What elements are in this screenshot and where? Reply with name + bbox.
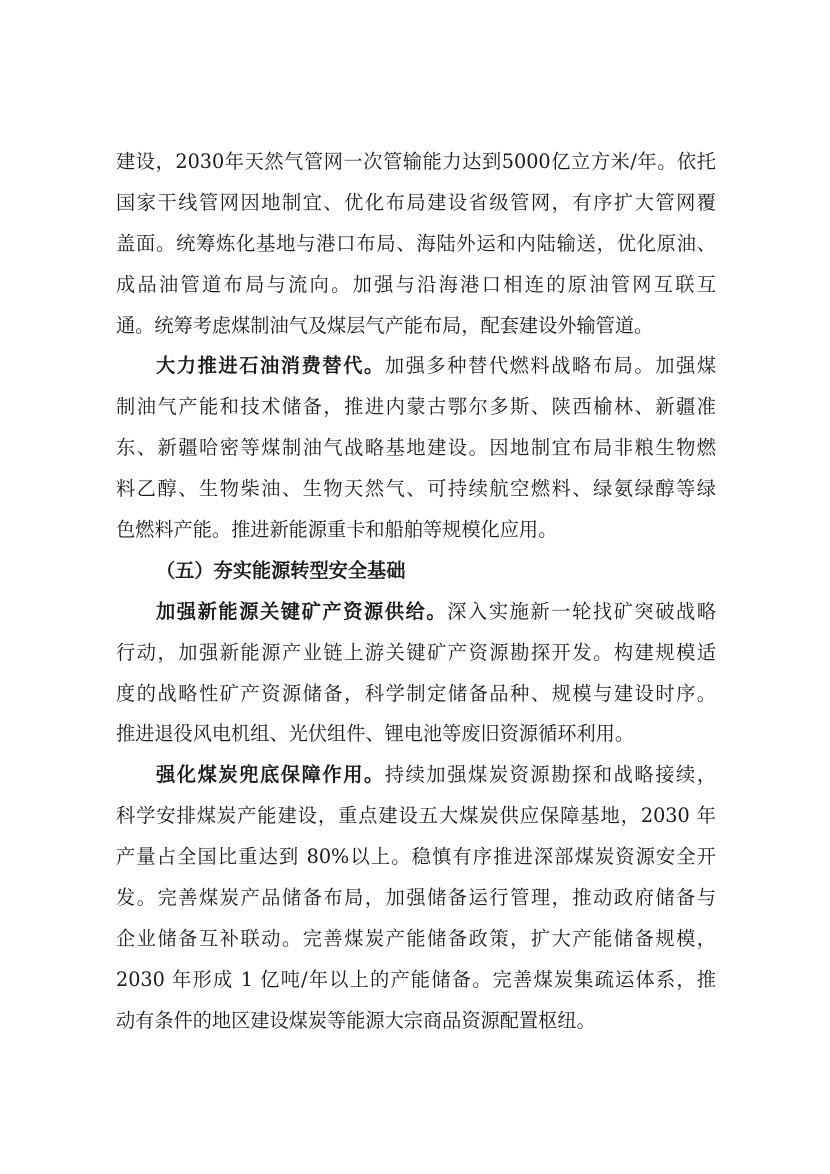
text-line: 盖面。统筹炼化基地与港口布局、海陆外运和内陆输送，优化原油、 [116,231,716,255]
document-body [116,142,716,1042]
paragraph-lead-heading: 强化煤炭兜底保障作用。 [156,763,385,787]
text-line: 制油气产能和技术储备，推进内蒙古鄂尔多斯、陕西榆林、新疆准 [116,395,716,419]
text-line: 东、新疆哈密等煤制油气战略基地建设。因地制宜布局非粮生物燃 [116,436,716,460]
text-line: 发。完善煤炭产品储备布局，加强储备运行管理，推动政府储备与 [116,886,716,910]
paragraph-lead-text: 深入实施新一轮找矿突破战略 [447,599,717,623]
text-line: 建设，2030年天然气管网一次管输能力达到5000亿立方米/年。依托 [116,150,716,173]
text-line: 行动，加强新能源产业链上游关键矿产资源勘探开发。构建规模适 [116,640,716,664]
text-line: 料乙醇、生物柴油、生物天然气、可持续航空燃料、绿氨绿醇等绿 [116,477,716,501]
text-line: 动有条件的地区建设煤炭等能源大宗商品资源配置枢纽。 [116,1008,596,1032]
text-line: 推进退役风电机组、光伏组件、锂电池等废旧资源循环利用。 [116,722,635,746]
text-line: 2030 年形成 1 亿吨/年以上的产能储备。完善煤炭集疏运体系，推 [116,967,716,991]
paragraph-lead-line [116,346,716,387]
section-heading: （五）夯实能源转型安全基础 [156,558,406,582]
paragraph-lead-line [116,755,716,796]
paragraph-lead-text: 持续加强煤炭资源勘探和战略接续， [384,763,717,787]
text-line: 度的战略性矿产资源储备，科学制定储备品种、规模与建设时序。 [116,681,716,705]
paragraph-lead-heading: 加强新能源关键矿产资源供给。 [156,599,448,623]
paragraph-lead-text: 加强多种替代燃料战略布局。加强煤 [384,354,717,378]
text-line: 通。统筹考虑煤制油气及煤层气产能布局，配套建设外输管道。 [116,313,654,337]
paragraph-lead-line [116,592,716,633]
text-line: 科学安排煤炭产能建设，重点建设五大煤炭供应保障基地，2030 年 [116,804,716,828]
text-line: 企业储备互补联动。完善煤炭产能储备政策，扩大产能储备规模， [116,926,716,950]
text-line: 国家干线管网因地制宜、优化布局建设省级管网，有序扩大管网覆 [116,190,716,214]
text-line: 成品油管道布局与流向。加强与沿海港口相连的原油管网互联互 [116,272,716,296]
text-line: 色燃料产能。推进新能源重卡和船舶等规模化应用。 [116,518,558,542]
text-line: 产量占全国比重达到 80%以上。稳慎有序推进深部煤炭资源安全开 [116,845,716,869]
paragraph-lead-heading: 大力推进石油消费替代。 [156,354,385,378]
